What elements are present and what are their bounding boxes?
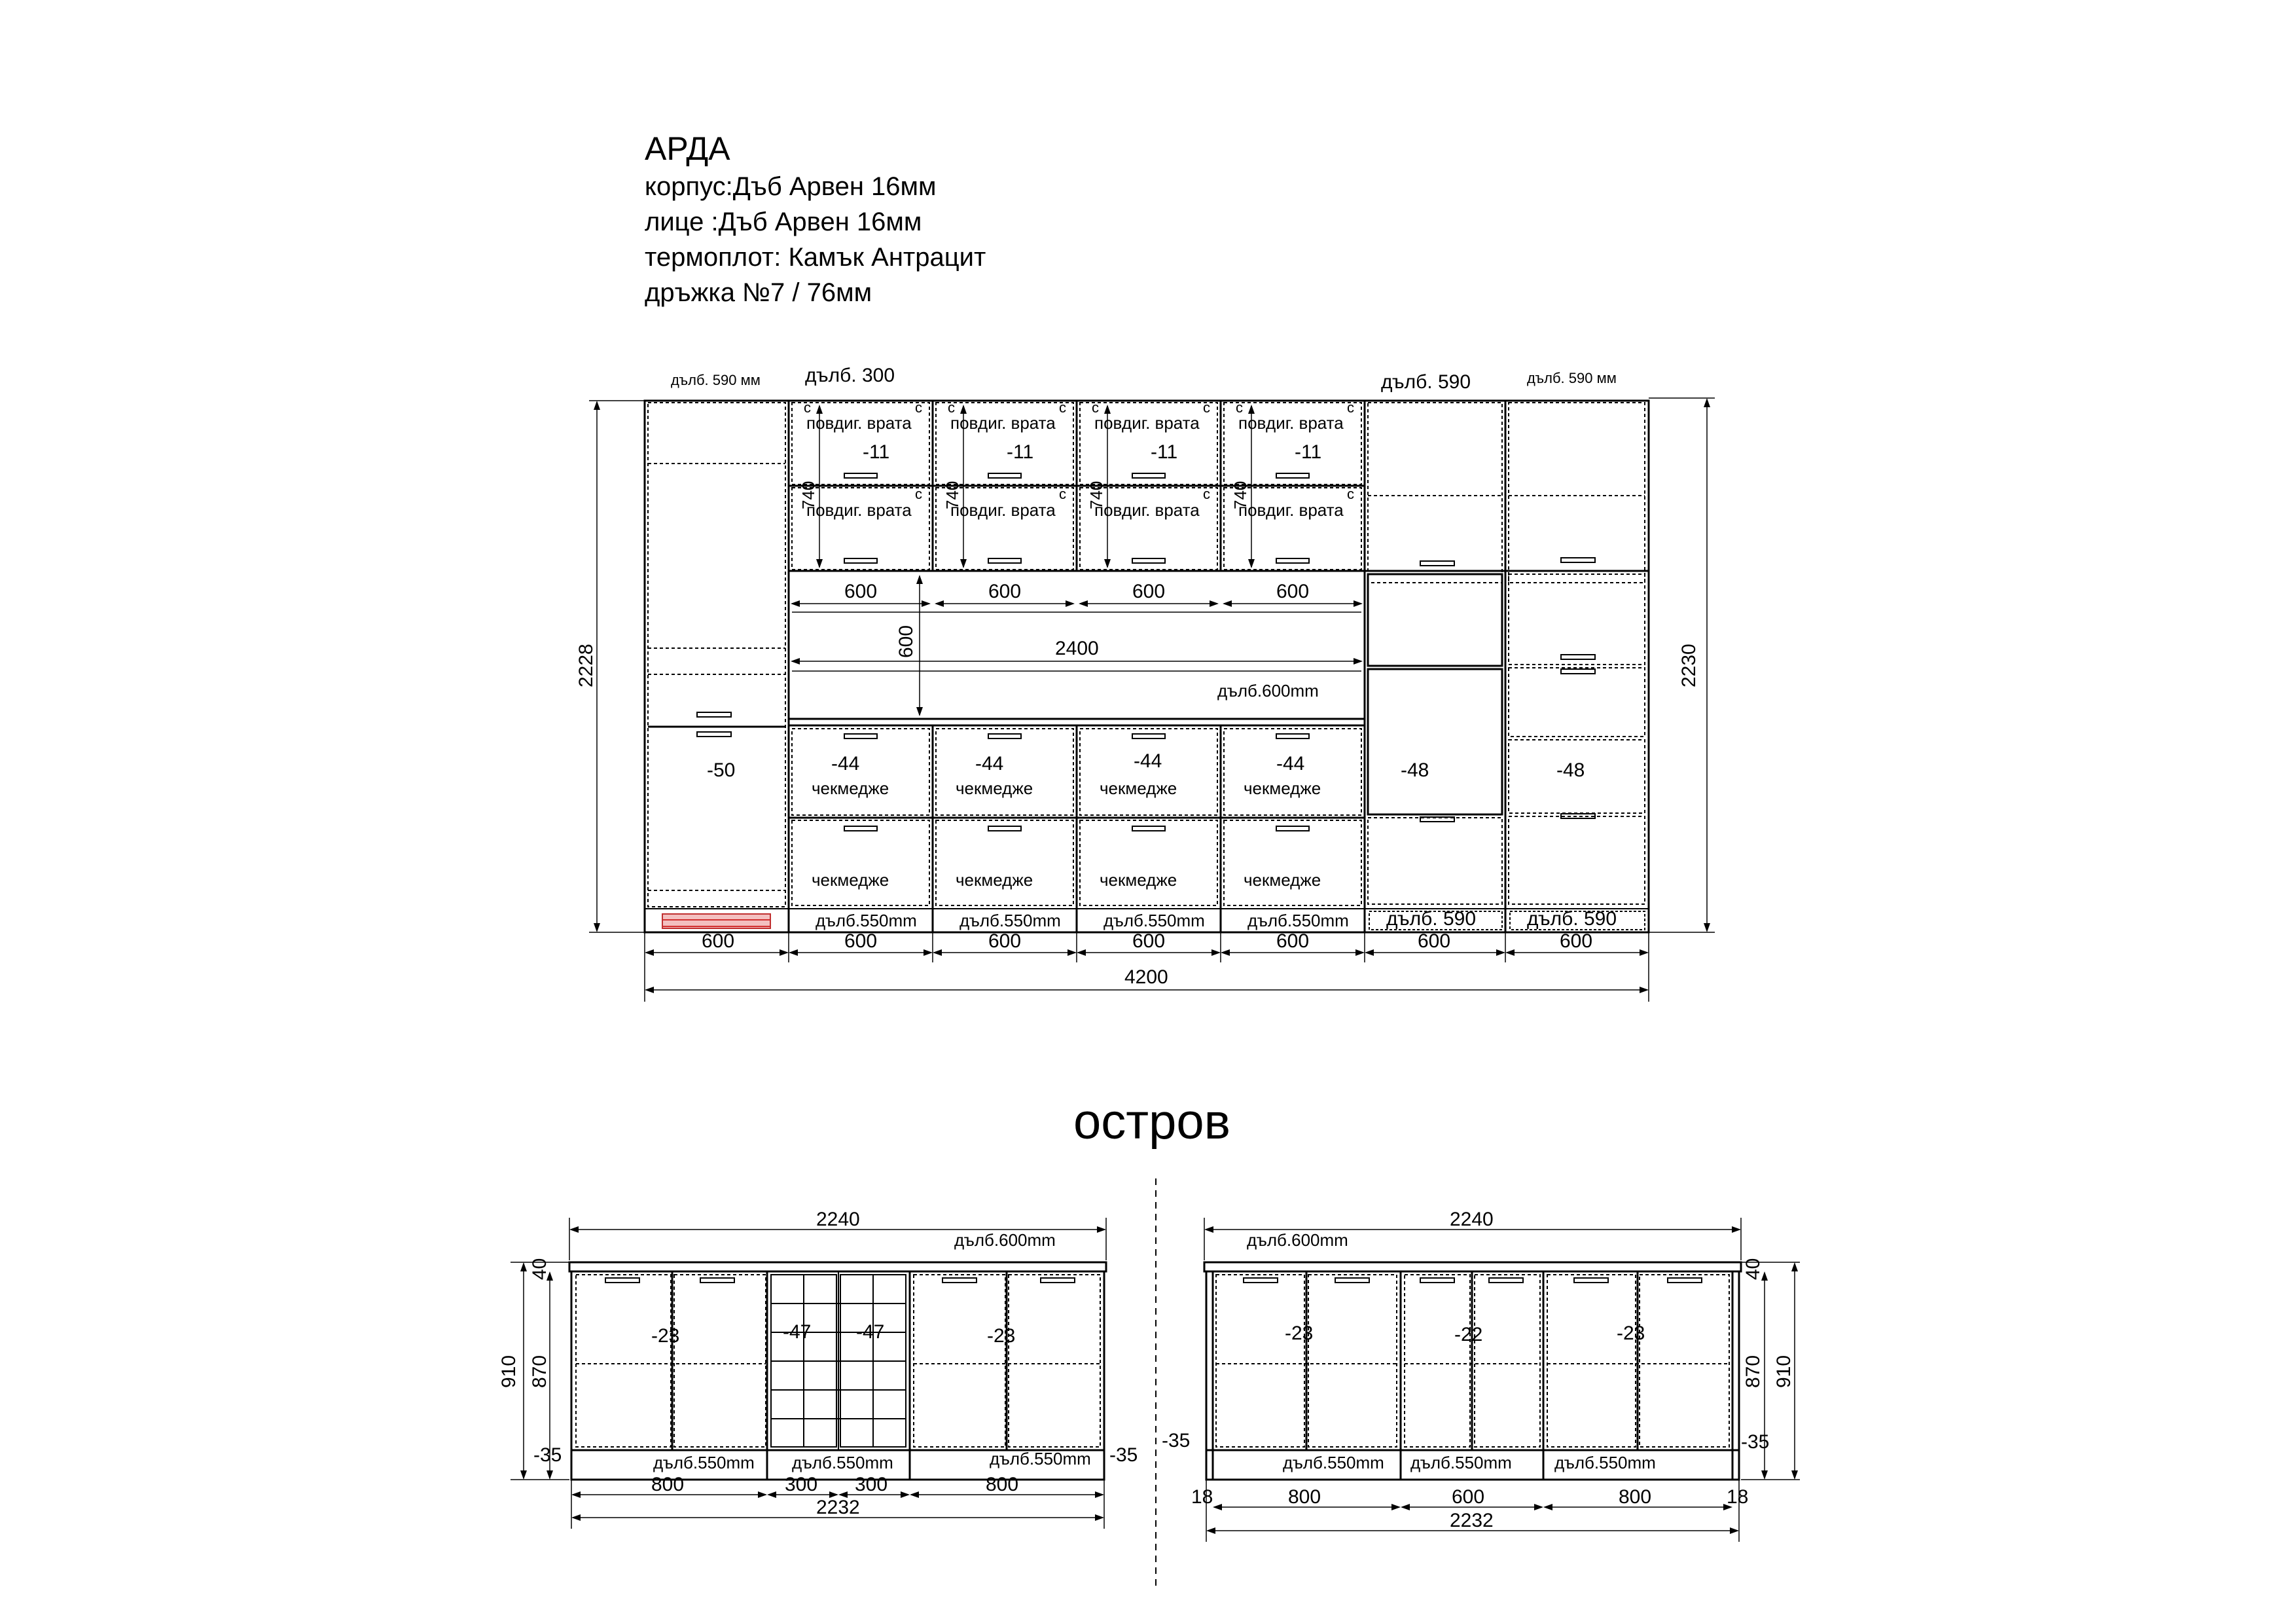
island-a-w-3: 300 xyxy=(855,1474,888,1495)
island-a-code-3: -47 xyxy=(856,1321,885,1343)
drawer-code-4: -44 xyxy=(1276,753,1305,775)
wall-elevation xyxy=(575,365,1715,1002)
island-b-side-left: 18 xyxy=(1191,1486,1213,1508)
base-width-2: 600 xyxy=(844,930,878,952)
depth-upper: дълб. 300 xyxy=(805,365,895,386)
base-width-5: 600 xyxy=(1276,930,1310,952)
drawer-code-1: -44 xyxy=(831,753,860,775)
height-left: 2228 xyxy=(575,644,597,687)
island-b-worktop: дълб.600mm xyxy=(1247,1230,1348,1250)
upper-door-3a: повдиг. врата xyxy=(1094,413,1200,433)
island-elevation-a xyxy=(498,1209,1138,1529)
tall-left-unit xyxy=(648,403,785,928)
island-b-side-right: 18 xyxy=(1727,1486,1749,1508)
upper-door-2b: повдиг. врата xyxy=(950,500,1056,520)
plinth-depth-2: дълб. 590 xyxy=(1527,908,1617,930)
base-width-6: 600 xyxy=(1418,930,1451,952)
drawer-2a: чекмедже xyxy=(956,778,1033,798)
island-a-overhang-right: -35 xyxy=(1109,1444,1138,1466)
spec-handle: дръжка №7 / 76мм xyxy=(645,278,872,307)
span-label: 2400 xyxy=(1055,638,1099,659)
upper-height-4: 740 xyxy=(1230,481,1250,509)
island-b-h-total: 910 xyxy=(1773,1355,1795,1388)
island-a-width-bottom: 2232 xyxy=(816,1497,860,1518)
upper-width-3: 600 xyxy=(1132,581,1166,602)
base-depth-3: дълб.550mm xyxy=(1103,911,1205,930)
left-code: -50 xyxy=(707,759,736,781)
upper-door-4a: повдиг. врата xyxy=(1238,413,1344,433)
svg-text:c: c xyxy=(1059,399,1066,416)
upper-code-1: -11 xyxy=(863,441,890,463)
island-b-overhang-left: -35 xyxy=(1162,1430,1191,1451)
island-a-width-top: 2240 xyxy=(816,1209,860,1230)
upper-door-3b: повдиг. врата xyxy=(1094,500,1200,520)
island-a-h-body: 870 xyxy=(529,1355,550,1388)
island-a-depth-1: дълб.550mm xyxy=(653,1453,755,1472)
spec-front: лице :Дъб Арвен 16мм xyxy=(645,208,922,236)
depth-tall-right-a: дълб. 590 xyxy=(1381,371,1471,393)
upper-height-3: 740 xyxy=(1086,481,1106,509)
tall-right-units xyxy=(1365,401,1649,932)
island-a-depth-2: дълб.550mm xyxy=(792,1453,893,1472)
island-b-w-1: 800 xyxy=(1288,1486,1321,1508)
base-width-4: 600 xyxy=(1132,930,1166,952)
island-a-w-2: 300 xyxy=(785,1474,818,1495)
base-width-3: 600 xyxy=(988,930,1022,952)
island-a-w-1: 800 xyxy=(651,1474,685,1495)
island-a-h-total: 910 xyxy=(498,1355,520,1388)
svg-text:c: c xyxy=(1203,399,1210,416)
island-b-depth-3: дълб.550mm xyxy=(1554,1453,1656,1472)
island-elevation-b xyxy=(1162,1209,1800,1542)
upper-width-4: 600 xyxy=(1276,581,1310,602)
island-a-overhang-left: -35 xyxy=(533,1444,562,1466)
upper-code-3: -11 xyxy=(1151,441,1178,463)
svg-text:c: c xyxy=(1236,399,1243,416)
base-depth-1: дълб.550mm xyxy=(816,911,917,930)
upper-height-2: 740 xyxy=(942,481,962,509)
drawer-code-2: -44 xyxy=(975,753,1004,775)
svg-text:c: c xyxy=(1092,399,1099,416)
island-b-width-bottom: 2232 xyxy=(1450,1510,1494,1531)
height-right: 2230 xyxy=(1678,644,1700,687)
drawer-code-3: -44 xyxy=(1134,750,1162,772)
upper-door-1b: повдиг. врата xyxy=(806,500,912,520)
svg-text:c: c xyxy=(1347,399,1354,416)
upper-door-2a: повдиг. врата xyxy=(950,413,1056,433)
depth-tall-left: дълб. 590 мм xyxy=(671,372,761,388)
base-width-7: 600 xyxy=(1560,930,1593,952)
svg-text:c: c xyxy=(1059,486,1066,502)
drawer-4b: чекмедже xyxy=(1244,870,1321,890)
upper-door-1a: повдиг. врата xyxy=(806,413,912,433)
island-b-code-2: -22 xyxy=(1454,1324,1483,1345)
depth-tall-right-b: дълб. 590 мм xyxy=(1527,370,1617,386)
svg-text:c: c xyxy=(915,399,922,416)
svg-text:c: c xyxy=(804,399,811,416)
island-b-depth-2: дълб.550mm xyxy=(1410,1453,1512,1472)
island-title: остров xyxy=(1073,1094,1230,1150)
upper-labels xyxy=(798,413,1344,520)
island-b-depth-1: дълб.550mm xyxy=(1283,1453,1384,1472)
island-a-code-1: -23 xyxy=(651,1325,680,1347)
island-b-h-body: 870 xyxy=(1742,1355,1764,1388)
island-b-code-1: -23 xyxy=(1285,1322,1314,1344)
drawer-2b: чекмедже xyxy=(956,870,1033,890)
drawer-1b: чекмедже xyxy=(812,870,889,890)
base-depth-2: дълб.550mm xyxy=(960,911,1061,930)
total-width: 4200 xyxy=(1124,966,1168,988)
plinth-depth-1: дълб. 590 xyxy=(1386,908,1477,930)
island-a-code-4: -23 xyxy=(987,1325,1016,1347)
island-a-h-top: 40 xyxy=(529,1258,550,1280)
island-a-w-4: 800 xyxy=(986,1474,1019,1495)
svg-text:c: c xyxy=(1347,486,1354,502)
island-b-w-3: 800 xyxy=(1619,1486,1652,1508)
upper-code-4: -11 xyxy=(1295,441,1322,463)
drawer-3a: чекмедже xyxy=(1100,778,1177,798)
island-b-overhang-right: -35 xyxy=(1741,1431,1770,1453)
tall-code-2: -48 xyxy=(1556,759,1585,781)
drawer-4a: чекмедже xyxy=(1244,778,1321,798)
drawer-1a: чекмедже xyxy=(812,778,889,798)
upper-width-2: 600 xyxy=(988,581,1022,602)
splash-height: 600 xyxy=(895,625,917,658)
island-b-code-3: -23 xyxy=(1617,1322,1645,1344)
svg-text:c: c xyxy=(915,486,922,502)
island-b-w-2: 600 xyxy=(1452,1486,1485,1508)
project-title: АРДА xyxy=(645,130,730,167)
island-b-width-top: 2240 xyxy=(1450,1209,1494,1230)
base-width-1: 600 xyxy=(702,930,735,952)
spec-carcass: корпус:Дъб Арвен 16мм xyxy=(645,172,937,201)
upper-code-2: -11 xyxy=(1007,441,1034,463)
drawer-3b: чекмедже xyxy=(1100,870,1177,890)
upper-door-4b: повдиг. врата xyxy=(1238,500,1344,520)
island-a-depth-3: дълб.550mm xyxy=(990,1449,1091,1468)
svg-text:c: c xyxy=(1203,486,1210,502)
island-b-h-top: 40 xyxy=(1742,1258,1764,1280)
tall-code-1: -48 xyxy=(1401,759,1429,781)
island-a-code-2: -47 xyxy=(783,1321,812,1343)
svg-text:c: c xyxy=(948,399,955,416)
island-a-worktop: дълб.600mm xyxy=(954,1230,1056,1250)
spec-worktop: термоплот: Камък Антрацит xyxy=(645,243,986,272)
worktop-depth: дълб.600mm xyxy=(1217,681,1319,701)
upper-width-1: 600 xyxy=(844,581,878,602)
base-depth-4: дълб.550mm xyxy=(1247,911,1349,930)
upper-height-1: 740 xyxy=(798,481,818,509)
